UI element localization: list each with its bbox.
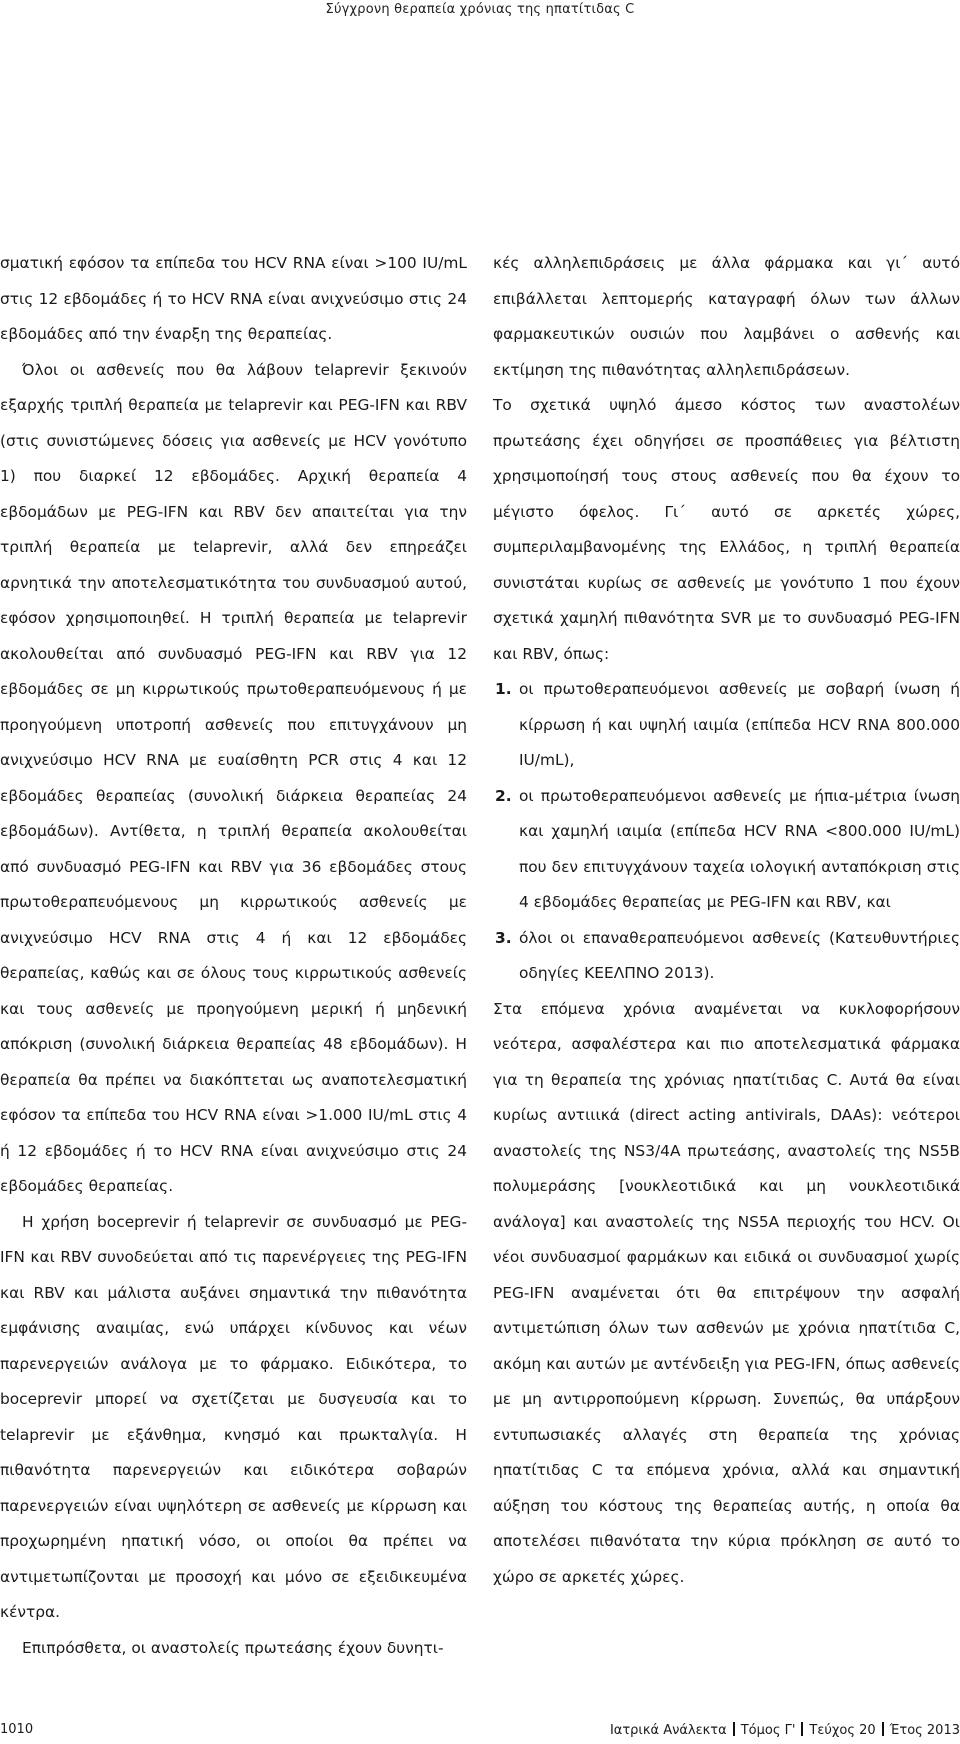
separator-bar	[801, 1722, 803, 1736]
page-number: 1010	[0, 1722, 34, 1737]
paragraph: κές αλληλεπιδράσεις με άλλα φάρμακα και γι΄ αυτό επιβάλλεται λεπτομερής καταγραφή όλων των άλλων φαρμακευτικών ουσιών που λαμβάνει ο ασθενής και εκτίμηση της πιθανότητας αλληλεπιδράσεων.	[493, 254, 960, 379]
list-item-number: 2.	[495, 786, 512, 805]
list-item-text: οι πρωτοθεραπευόμενοι ασθενείς με σοβαρή ίνωση ή κίρρωση ή και υψηλή ιαιμία (επίπεδα HCV RNA 800.000 IU/mL),	[519, 680, 960, 769]
separator-bar	[882, 1722, 884, 1736]
journal-year: Έτος 2013	[889, 1723, 960, 1738]
page-footer	[0, 1722, 960, 1742]
journal-citation	[610, 1722, 960, 1738]
separator-bar	[733, 1722, 735, 1736]
list-item	[493, 672, 960, 779]
list-item-text: όλοι οι επαναθεραπευόμενοι ασθενείς (Κατευθυντήριες οδηγίες ΚΕΕΛΠΝΟ 2013).	[519, 928, 960, 982]
paragraph: Στα επόμενα χρόνια αναμένεται να κυκλοφορήσουν νεότερα, ασφαλέστερα και πιο αποτελεσματικά φάρμακα για τη θεραπεία της χρόνιας ηπατίτιδας C. Αυτά θα είναι κυρίως αντιιικά (direct acting antivirals, DAAs): νεότεροι αναστολείς της NS3/4A πρωτεάσης, αναστολείς της NS5B πολυμεράσης [νουκλεοτιδικά και μη νουκλεοτιδικά ανάλογα] και αναστολείς της NS5A περιοχής του HCV. Οι νέοι συνδυασμοί φαρμάκων και ειδικά οι συνδυασμοί χωρίς PEG-IFN αναμένεται ότι θα επιτρέψουν την ασφαλή αντιμετώπιση όλων των ασθενών με χρόνια ηπατίτιδα C, ακόμη και αυτών με αντένδειξη για PEG-IFN, όπως ασθενείς με μη αντιρροπούμενη κίρρωση. Συνεπώς, θα υπάρξουν εντυπωσιακές αλλαγές στη θεραπεία της χρόνιας ηπατίτιδας C τα επόμενα χρόνια, αλλά και σημαντική αύξηση του κόστους της θεραπείας αυτής, η οποία θα αποτελέσει πιθανότατα την κύρια πρόκληση σε αυτό το χώρο σε αρκετές χώρες.	[493, 999, 960, 1586]
paragraph: σματική εφόσον τα επίπεδα του HCV RNA είναι >100 IU/mL στις 12 εβδομάδες ή το HCV RNA είναι ανιχνεύσιμο στις 24 εβδομάδες από την έναρξη της θεραπείας.	[0, 254, 467, 343]
paragraph: Το σχετικά υψηλό άμεσο κόστος των αναστολέων πρωτεάσης έχει οδηγήσει σε προσπάθειες για βέλτιστη χρησιμοποίησή τους στους ασθενείς που θα έχουν το μέγιστο όφελος. Γι΄ αυτό σε αρκετές χώρες, συμπεριλαμβανομένης της Ελλάδος, η τριπλή θεραπεία συνιστάται κυρίως σε ασθενείς με γονότυπο 1 που έχουν σχετικά χαμηλή πιθανότητα SVR με το συνδυασμό PEG-IFN και RBV, όπως:	[493, 396, 960, 663]
article-body	[0, 246, 960, 1666]
list-item	[493, 779, 960, 921]
paragraph: Η χρήση boceprevir ή telaprevir σε συνδυασμό με PEG-IFN και RBV συνοδεύεται από τις παρενέργειες της PEG-IFN και RBV και μάλιστα αυξάνει σημαντικά την πιθανότητα εμφάνισης αναιμίας, ενώ υπάρχει κίνδυνος και νέων παρενεργειών ανάλογα με το φάρμακο. Ειδικότερα, το boceprevir μπορεί να σχετίζεται με δυσγευσία και το telaprevir με εξάνθημα, κνησμό και πρωκταλγία. Η πιθανότητα παρενεργειών και ειδικότερα σοβαρών παρενεργειών είναι υψηλότερη σε ασθενείς με κίρρωση και προχωρημένη ηπατική νόσο, οι οποίοι θα πρέπει να αντιμετωπίζονται με προσοχή και μόνο σε εξειδικευμένα κέντρα.	[0, 1212, 467, 1621]
right-column	[493, 246, 960, 1595]
list-item-number: 1.	[495, 680, 512, 698]
paragraph: Όλοι οι ασθενείς που θα λάβουν telaprevir ξεκινούν εξαρχής τριπλή θεραπεία με telaprevir και PEG-IFN και RBV (στις συνιστώμενες δόσεις για ασθενείς με HCV γονότυπο 1) που διαρκεί 12 εβδομάδες. Αρχική θεραπεία 4 εβδομάδων με PEG-IFN και RBV δεν απαιτείται για την τριπλή θεραπεία με telaprevir, αλλά δεν επηρεάζει αρνητικά την αποτελεσματικότητα του συνδυασμού αυτού, εφόσον χρησιμοποιηθεί. Η τριπλή θεραπεία με telaprevir ακολουθείται από συνδυασμό PEG-IFN και RBV για 12 εβδομάδες σε μη κιρρωτικούς πρωτοθεραπευόμενους ή με προηγούμενη υποτροπή ασθενείς που επιτυγχάνουν μη ανιχνεύσιμο HCV RNA με ευαίσθητη PCR στις 4 και 12 εβδομάδες θεραπείας (συνολική διάρκεια θεραπείας 24 εβδομάδων). Αντίθετα, η τριπλή θεραπεία ακολουθείται από συνδυασμό PEG-IFN και RBV για 36 εβδομάδες στους πρωτοθεραπευόμενους μη κιρρωτικούς ασθενείς με ανιχνεύσιμο HCV RNA στις 4 ή και 12 εβδομάδες θεραπείας, καθώς και σε όλους τους κιρρωτικούς ασθενείς και τους ασθενείς με προηγούμενη μερική ή μηδενική απόκριση (συνολική διάρκεια θεραπείας 48 εβδομάδων). Η θεραπεία θα πρέπει να διακόπτεται ως αναποτελεσματική εφόσον τα επίπεδα του HCV RNA είναι >1.000 IU/mL στις 4 ή 12 εβδομάδες ή το HCV RNA είναι ανιχνεύσιμο στις 24 εβδομάδες θεραπείας.	[0, 360, 467, 1195]
list-item-number: 3.	[495, 928, 512, 947]
list-item-text: οι πρωτοθεραπευόμενοι ασθενείς με ήπια-μέτρια ίνωση και χαμηλή ιαιμία (επίπεδα HCV RNA <800.000 IU/mL) που δεν επιτυγχάνουν ταχεία ιολογική ανταπόκριση στις 4 εβδομάδες θεραπείας με PEG-IFN και RBV, και	[519, 786, 960, 911]
left-column	[0, 246, 467, 1666]
journal-volume: Τόμος Γ'	[740, 1723, 796, 1738]
journal-name: Ιατρικά Ανάλεκτα	[609, 1723, 727, 1738]
running-head-title: Σύγχρονη θεραπεία χρόνιας της ηπατίτιδας C	[325, 2, 635, 17]
journal-issue: Τεύχος 20	[809, 1723, 876, 1738]
criteria-list	[493, 672, 960, 992]
paragraph: Επιπρόσθετα, οι αναστολείς πρωτεάσης έχουν δυνητι-	[22, 1638, 444, 1657]
list-item	[493, 921, 960, 992]
